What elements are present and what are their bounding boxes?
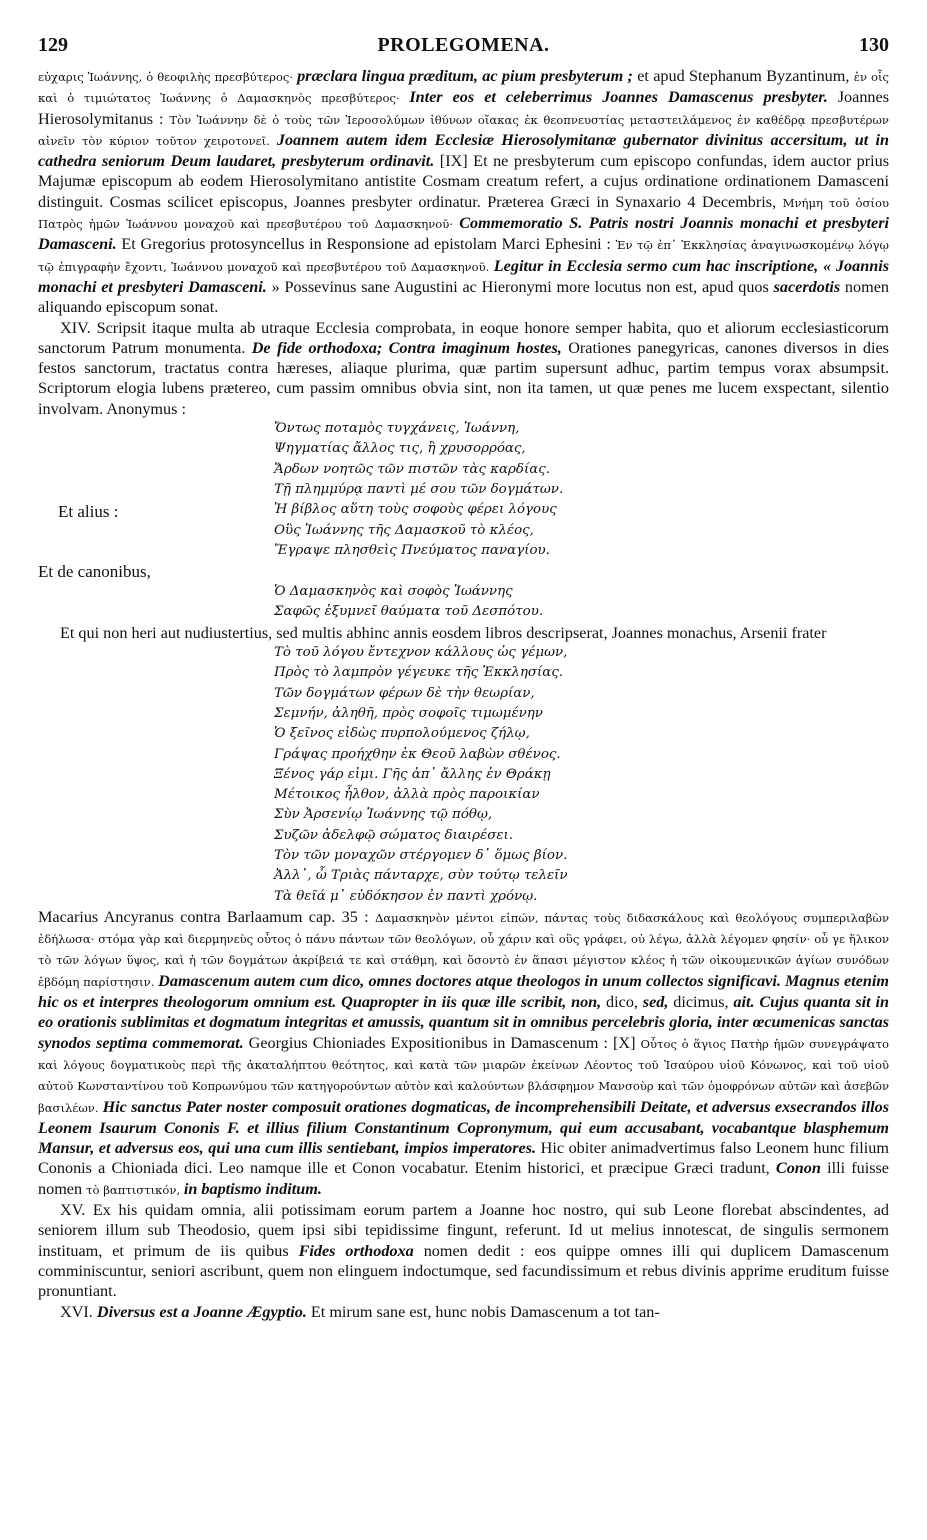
verse-line: Ψηγματίας ἄλλος τις, ἢ χρυσορρόας, <box>274 441 526 457</box>
italic-translation: Conon <box>775 1159 821 1178</box>
text-run: XIV. Scripsit itaque multa ab utraque Ecclesia comprobata, in eoque honore semper habita, quo et aliorum ecclesiasticorum sanctorum Patrum monumenta. <box>38 318 889 357</box>
verse-line: Οὓς Ἰωάννης τῆς Δαμασκοῦ τὸ κλέος, <box>274 522 534 538</box>
verse-line: Συζῶν ἀδελφῷ σώματος διαιρέσει. <box>274 827 514 843</box>
text-run: dicimus, <box>668 993 734 1012</box>
verse-arsenii <box>38 643 889 907</box>
verse-lines <box>274 561 889 623</box>
paragraph-xv-text-end: nomen dedit : eos quippe omnes illi qui duplicem Damascenum comminiscuntur, seniori ascribunt, quem non elinguem indoctumque, sed facundissimum et rebus divinis apprime eruditum fuisse pronuntiant. <box>38 1241 889 1301</box>
paragraph-xv-text: XV. Ex his quidam omnia, alii potissimam eorum partem a Joanne hoc nostro, qui sub Leone florebat abscindentes, ad seniorem illum sub Theodosio, quem ipsi sibi tepidissime fingunt, referunt. Id ut melius innotescat, de singulis sermonem instituam, et primum de iis quibus <box>38 1201 889 1260</box>
text-run: Orationes panegyricas, canones diversos in dies festos sanctorum, tractatus contra hæreses, aliaque plurima, quæ partim supersunt adhuc, partim tempus vorax absumpsit. Scriptorum elogia lubens prætereo, cum passim omnibus obvia sint, non ita tamen, ut quæ penes me lucem exspectant, silentio involvam. Anonymus : <box>38 338 889 418</box>
text-run: » Possevinus sane Augustini ac Hieronymi more locutus non est, apud quos <box>266 277 774 296</box>
verse-line: Τῶν δογμάτων φέρων δὲ τὴν θεωρίαν, <box>274 685 535 701</box>
greek-quotation: εὐχαρις Ἰωάννης, ὁ θεοφιλὴς πρεσβύτερος· <box>38 70 298 84</box>
text-run: illi fuisse nomen <box>38 1159 889 1198</box>
italic-translation: in baptismo inditum. <box>183 1179 322 1198</box>
paragraph-xvi <box>38 1302 889 1322</box>
verse-line: Τὸν τῶν μοναχῶν στέργομεν δ᾿ ὅμως βίον. <box>274 847 568 863</box>
verse-anonymus <box>38 419 889 500</box>
verse-line: Ὄντως ποταμὸς τυγχάνεις, Ἰωάννη, <box>274 421 520 437</box>
main-text <box>38 66 889 1322</box>
italic-translation: ait. Cujus quanta sit in eo orationis sublimitas et dogmatum integritas et amussis, quantum sit in omnibus percelebris gloria, inter œcumenicas sanctas synodos septima commemorat. <box>38 993 889 1052</box>
greek-quotation: Δαμασκηνὸν μέντοι εἰπών, πάντας τοὺς διδασκάλους καὶ θεολόγους συμπεριλαβὼν ἐδήλωσα· στόμα γὰρ καὶ διερμηνεὺς οὗτος ὁ πάνυ πάντων τῶν θεολόγων, οὗ χάριν καὶ οὓς γράφει, οὐ λέγω, ἀλλὰ λέγομεν φησίν· οὗ γε ἥλικον τὸ τῶν λόγων ὕψος, καὶ ἡ τῶν δογμάτων ἀκρίβειά τε καὶ στάθμη, καὶ ὅσοντὸ ἐν ἅπασι μέγιστον κλέος ἡ τῶν οἰκουμενικῶν ἁγίων συνόδων ἑβδόμη παρίστησιν. <box>38 910 889 989</box>
italic-translation: Inter eos et celeberrimus Joannes Damascenus presbyter. <box>409 88 828 107</box>
italic-translation: Damascenum autem cum dico, omnes doctores atque theologos in unum collectos significavi. Magnus etenim hic os et interpres theologorum omnium est. Quapropter in iis quæ ille scribit, non, <box>38 971 889 1012</box>
verse-line: Σεμνήν, ἀληθῆ, πρὸς σοφοῖς τιμωμένην <box>274 705 543 721</box>
paragraph-xiii-continuation <box>38 66 889 318</box>
verse-line: Μέτοικος ἦλθον, ἀλλὰ πρὸς παροικίαν <box>274 787 540 803</box>
verse-line: Ὁ ξεῖνος εἰδὼς πυρπολούμενος ζήλῳ, <box>274 726 530 742</box>
verse-line: Ὁ Δαμασκηνὸς καὶ σοφὸς Ἰωάννης <box>274 584 513 600</box>
section-heading: Diversus est a Joanne Ægyptio. <box>96 1302 307 1321</box>
verse-line: Ἡ βίβλος αὕτη τοὺς σοφοὺς φέρει λόγους <box>274 502 557 518</box>
greek-quotation: Οὗτος ὁ ἅγιος Πατὴρ ἡμῶν συνεγράψατο καὶ λόγους δογματικοὺς περὶ τῆς ἀκαταλήπτου θεότητος, καὶ κατὰ τῶν μιαρῶν ἐκείνων Λέοντος τοῦ Ἰσαύρου υἱοῦ Κόνωνος, καὶ τοῦ υἱοῦ αὐτοῦ Κωνσταντίνου τοῦ Κοπρωνύμου τῶν κατηγορούντων αὐτὸν καὶ καλούντων βλάσφημον Μανσοὺρ καὶ τῶν ὁμοφρόνων αὐτῶν καὶ ἀσεβῶν βασιλέων. <box>38 1036 889 1115</box>
page-number-right: 130 <box>859 34 889 56</box>
verse-line: Σαφῶς ἐξυμνεῖ θαύματα τοῦ Δεσπότου. <box>274 604 544 620</box>
paragraph-joannes-monachus: Et qui non heri aut nudiustertius, sed multis abhinc annis eosdem libros descripserat, Joannes monachus, Arsenii frater <box>60 623 827 642</box>
verse-line: Ἄρδων νοητῶς τῶν πιστῶν τὰς καρδίας. <box>274 461 551 477</box>
greek-quotation: τὸ βαπτιστικόν, <box>86 1182 184 1197</box>
italic-translation: sacerdotis <box>773 277 841 296</box>
running-header <box>38 34 889 62</box>
running-title: PROLEGOMENA. <box>377 34 550 56</box>
paragraph-macarius <box>38 907 889 1200</box>
text-run: et apud Stephanum Byzantinum, <box>632 67 854 85</box>
greek-quotation: Μνήμη τοῦ ὁσίου Πατρὸς ἡμῶν Ἰωάννου μοναχοῦ καὶ πρεσβυτέρου τοῦ Δαμασκηνοῦ· <box>38 195 889 232</box>
verse-et-alius <box>38 500 889 561</box>
greek-quotation: Τὸν Ἰωάννην δὲ ὁ τοὺς τῶν Ἱεροσολύμων ἰθύνων οἴακας ἐκ θεοπνευστίας μεταστειλάμενος ἐν καθέδρᾳ πρεσβυτέρων αἰνεῖν τὸν κύριον τοῦτον χειροτονεῖ. <box>38 112 889 148</box>
paragraph-xiv <box>38 318 889 419</box>
paragraph-xvi-text: Et mirum sane est, hunc nobis Damascenum a tot tan- <box>306 1302 660 1321</box>
italic-translation: Joannem autem idem Ecclesiæ Hierosolymitanæ gubernator divinitus accersitum, ut in cathedra seniorum Deum laudaret, presbyterum ordinavit. <box>38 130 890 171</box>
section-number: XVI. <box>60 1302 97 1321</box>
text-run: Hic obiter animadvertimus falso Leonem hunc filium Cononis a Chioniada dici. Leo namque ille et Conon vocabatur. Etenim historici, et præcipue Græci tradunt, <box>38 1139 889 1178</box>
italic-translation: sed, <box>642 993 669 1012</box>
verse-line: Γράψας προήχθην ἐκ Θεοῦ λαβὼν σθένος. <box>274 746 561 762</box>
text-run: Georgius Chioniades Expositionibus in Damascenum : [X] <box>243 1033 641 1052</box>
text-run: dico, <box>601 993 643 1012</box>
verse-lead: Et alius : <box>58 502 119 522</box>
italic-translation: De fide orthodoxa; Contra imaginum hostes, <box>251 338 562 357</box>
text-run: Joannes Hierosolymitanus : <box>38 88 890 128</box>
verse-line: Ξένος γάρ εἰμι. Γῆς ἀπ᾿ ἄλλης ἐν Θράκῃ <box>274 766 551 782</box>
greek-quotation: ἐν οἷς καὶ ὁ τιμιώτατος Ἰωάννης ὁ Δαμασκηνὸς πρεσβύτερος· <box>38 70 889 106</box>
verse-line: Τὸ τοῦ λόγου ἔντεχνον κάλλους ὡς γέμων, <box>274 645 568 661</box>
verse-de-canonibus <box>38 561 889 623</box>
verse-lines <box>274 419 889 500</box>
verse-line: Τῇ πλημμύρᾳ παντὶ μέ σου τῶν δογμάτων. <box>274 481 564 497</box>
verse-lines <box>274 500 889 561</box>
page-number-left: 129 <box>38 34 68 56</box>
verse-line: Ἔγραψε πλησθεὶς Πνεύματος παναγίου. <box>274 542 550 558</box>
text-run: Et Gregorius protosyncellus in Responsione ad epistolam Marci Ephesini : <box>116 235 616 254</box>
italic-translation: Hic sanctus Pater noster composuit orationes dogmaticas, de incomprehensibili Deitate, et adversus exsecrandos illos Leonem Isaurum Cononis F. et illius filium Constantinum Copronymum, qui eum accusabant, vocabantque blasphemum Mansur, et adversus eos, qui una cum illis sentiebant, impios imperatores. <box>38 1097 889 1158</box>
verse-line: Τὰ θεῖά μ᾿ εὐδόκησον ἐν παντὶ χρόνῳ. <box>274 888 538 904</box>
verse-line: Πρὸς τὸ λαμπρὸν γέγευκε τῆς Ἐκκλησίας. <box>274 665 564 681</box>
italic-translation: Commemoratio S. Patris nostri Joannis monachi et presbyteri Damasceni. <box>38 214 889 254</box>
verse-line: Σὺν Ἀρσενίῳ Ἰωάννης τῷ πόθῳ, <box>274 807 493 823</box>
italic-translation: Legitur in Ecclesia sermo cum hac inscriptione, « Joannis monachi et presbyteri Damasceni. <box>38 256 889 296</box>
text-run: nomen aliquando episcopum sonat. <box>38 277 889 317</box>
verse-lead: Et de canonibus, <box>38 562 151 582</box>
text-run: [IX] Et ne presbyterum cum episcopo confundas, idem auctor prius Majumæ episcopum ab eodem Hierosolymitano antistite Cosmam creatum refert, a cujus ordinatione ordinationem Damasceni distinguit. Cosmas scilicet episcopus, Joannes presbyter ordinatur. Præterea Græci in Synaxario 4 Decembris, <box>38 152 889 211</box>
verse-line: Ἀλλ᾿, ὦ Τριὰς πάνταρχε, σὺν τούτῳ τελεῖν <box>274 868 568 884</box>
greek-quotation: Ἐν τῷ ἐπ᾿ Ἐκκλησίας ἀναγινωσκομένῳ λόγῳ τῷ ἐπιγραφὴν ἔχοντι, Ἰωάννου μοναχοῦ καὶ πρεσβυτέρου τοῦ Δαμασκηνοῦ. <box>38 238 890 274</box>
paragraph-xv <box>38 1200 889 1301</box>
italic-translation: præclara lingua præditum, ac pium presbyterum ; <box>297 67 633 85</box>
verse-lines <box>274 643 889 907</box>
italic-phrase: Fides orthodoxa <box>298 1241 414 1260</box>
text-run: Macarius Ancyranus contra Barlaamum cap. 35 : <box>38 907 375 926</box>
